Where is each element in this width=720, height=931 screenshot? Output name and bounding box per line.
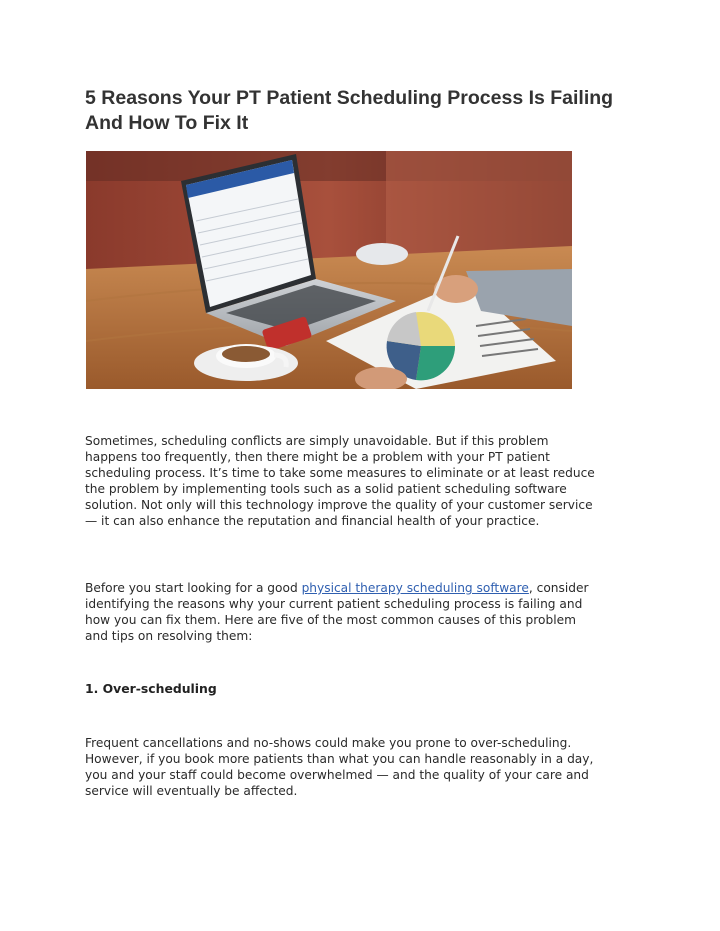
over-scheduling-paragraph: Frequent cancellations and no-shows could make you prone to over-scheduling. However, if you book more patients than what you can handle reasonably in a day, you and your staff could become overwhelmed — and the quality of your care and service will eventually be affected. [85, 736, 594, 798]
article-title: 5 Reasons Your PT Patient Scheduling Process Is Failing And How To Fix It [85, 87, 614, 134]
context-text-end: , consider identifying the reasons why your current patient scheduling process is failing and how you can fix them. Here are five of the most common causes of this problem and tips on resolving them: [85, 581, 589, 643]
section-heading-over-scheduling: 1. Over-scheduling [85, 681, 217, 696]
hero-image [86, 151, 572, 389]
scheduling-software-link[interactable]: physical therapy scheduling software [301, 581, 529, 595]
intro-paragraph: Sometimes, scheduling conflicts are simply unavoidable. But if this problem happens too frequently, then there might be a problem with your PT patient scheduling process. It’s time to take some measures to eliminate or at least reduce the problem by implementing tools such as a solid patient scheduling software solution. Not only will this technology improve the quality of your customer service — it can also enhance the reputation and financial health of your practice. [85, 434, 595, 528]
context-text-start: Before you start looking for a good [85, 581, 302, 595]
context-paragraph [85, 580, 595, 644]
